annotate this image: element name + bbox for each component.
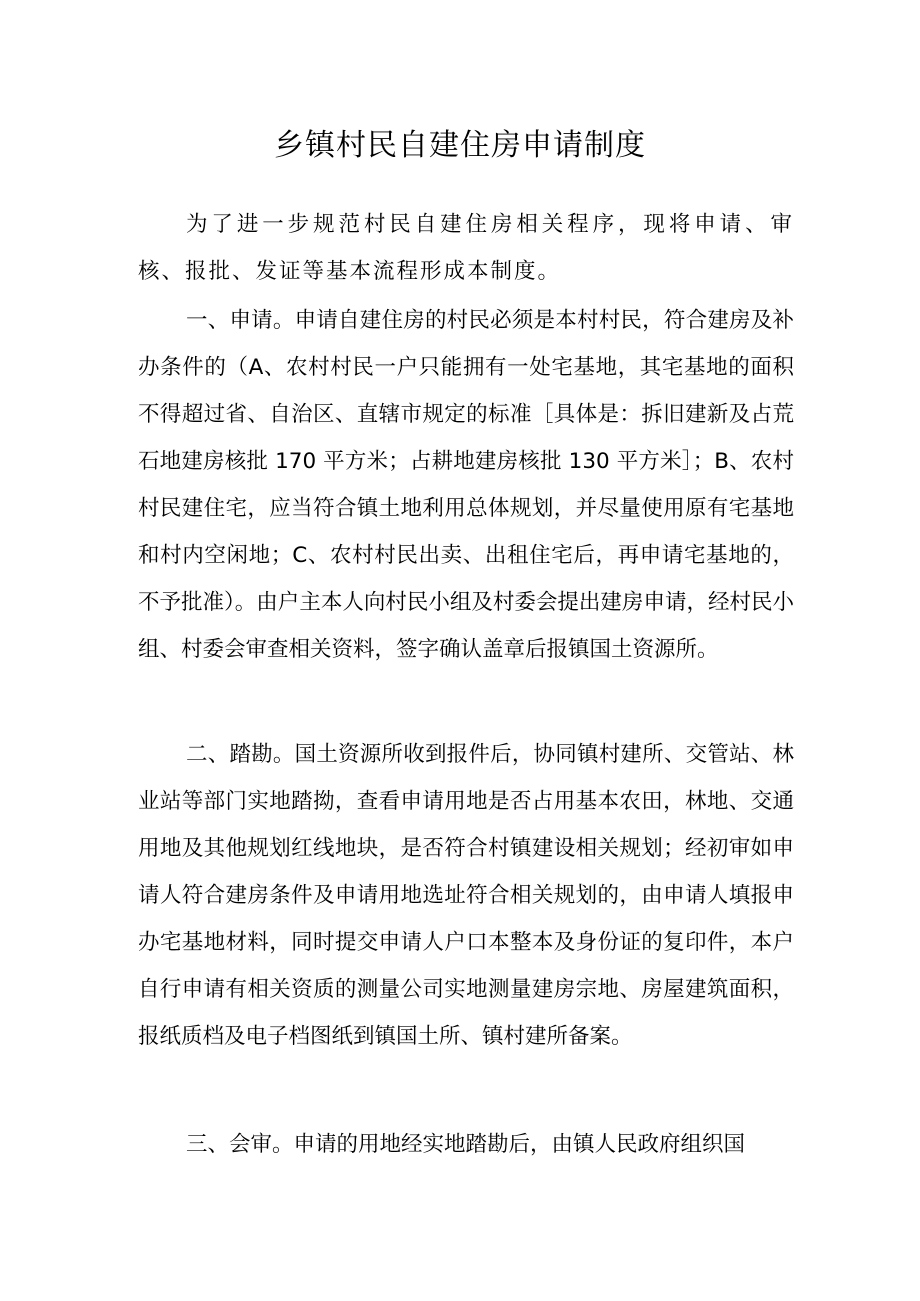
section-review-paragraph: 三、会审。申请的用地经实地踏勘后，由镇人民政府组织国 <box>186 1132 746 1157</box>
section-application-paragraph: 一、申请。申请自建住房的村民必须是本村村民，符合建房及补办条件的（A、农村村民一户只能拥有一处宅基地，其宅基地的面积不得超过省、自治区、直辖市规定的标准［具体是：拆旧建新及占荒石地建房核批 170 平方米；占耕地建房核批 130 平方米］；B、农村村民建住宅，应当符合镇土地利用总体规划，并尽量使用原有宅基地和村内空闲地；C、农村村民出卖、出租住宅后，再申请宅基地的，不予批准）。由户主本人向村民小组及村委会提出建房申请，经村民小组、村委会审查相关资料，签字确认盖章后报镇国土资源所。 <box>138 308 794 662</box>
section-survey-paragraph: 二、踏勘。国土资源所收到报件后，协同镇村建所、交管站、林业站等部门实地踏拗，查看申请用地是否占用基本农田，林地、交通用地及其他规划红线地块，是否符合村镇建设相关规划；经初审如申请人符合建房条件及申请用地选址符合相关规划的，由申请人填报申办宅基地材料，同时提交申请人户口本整本及身份证的复印件，本户自行申请有相关资质的测量公司实地测量建房宗地、房屋建筑面积，报纸质档及电子档图纸到镇国土所、镇村建所备案。 <box>138 742 794 1049</box>
document-title: 乡镇村民自建住房申请制度 <box>274 128 646 163</box>
intro-paragraph: 为了进一步规范村民自建住房相关程序，现将申请、审核、报批、发证等基本流程形成本制度。 <box>138 212 794 284</box>
